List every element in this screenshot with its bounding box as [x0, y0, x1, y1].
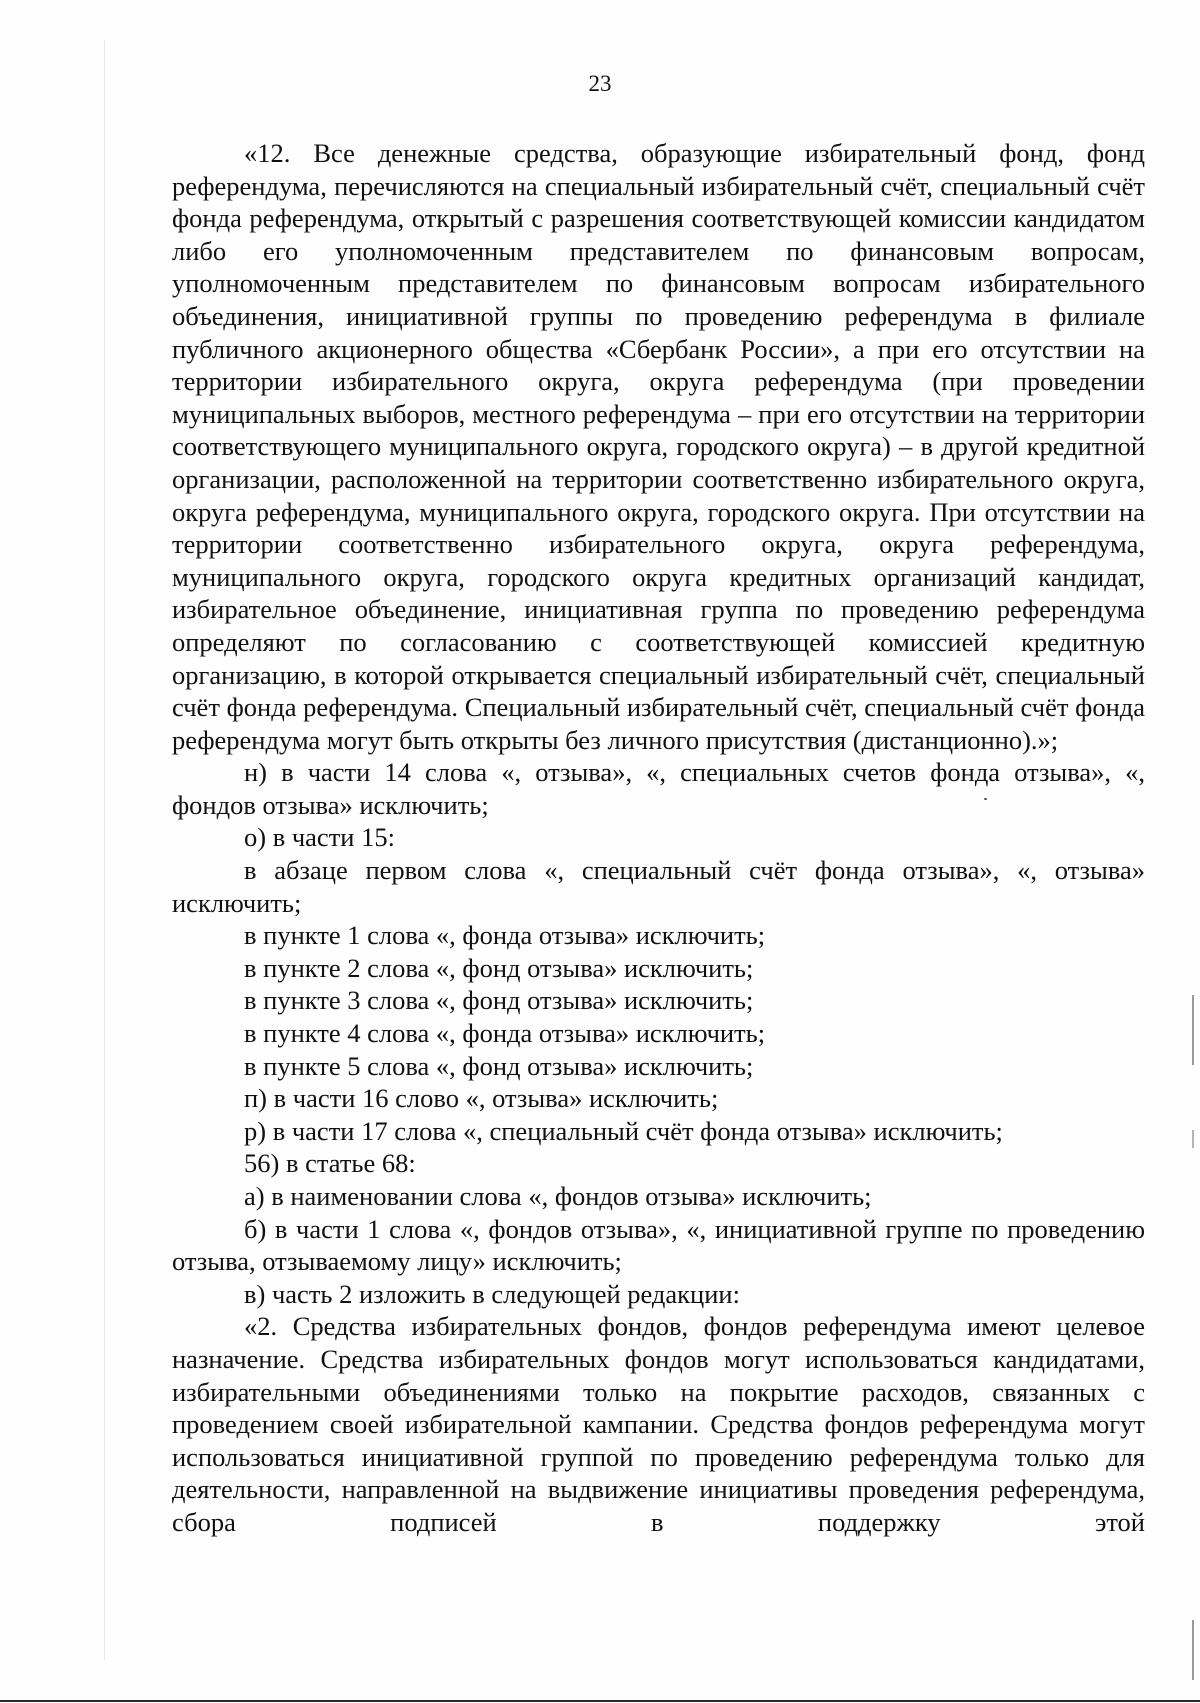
paragraph: о) в части 15:: [244, 822, 395, 853]
paragraph: «12. Все денежные средства, образующие избирательный фонд, фонд референдума, перечисляются на специальный избирательный счёт, специальный счёт фонда референдума, открытый с разрешения соответствующей комиссии кандидатом либо его уполномоченным представителем по финансовым вопросам, уполномоченным представителем по финансовым вопросам избирательного объединения, инициативной группы по проведению референдума в филиале публичного акционерного общества «Сбербанк России», а при его отсутствии на территории избирательного округа, округа референдума (при проведении муниципальных выборов, местного референдума – при его отсутствии на территории соответствующего муниципального округа, городского округа) – в другой кредитной организации, расположенной на территории соответственно избирательного округа, округа референдума, муниципального округа, городского округа. При отсутствии на территории соответственно избирательного округа, округа референдума, муниципального округа, городского округа кредитных организаций кандидат, избирательное объединение, инициативная группа по проведению референдума определяют по согласованию с соответствующей комиссией кредитную организацию, в которой открывается специальный избирательный счёт, специальный счёт фонда референдума. Специальный избирательный счёт, специальный счёт фонда референдума могут быть открыты без личного присутствия (дистанционно).»;: [172, 138, 1145, 755]
paragraph: п) в части 16 слово «, отзыва» исключить;: [244, 1083, 719, 1114]
paragraph: в) часть 2 изложить в следующей редакции:: [244, 1278, 740, 1309]
scan-edge-mark: [1192, 1620, 1194, 1680]
paragraph: в пункте 3 слова «, фонд отзыва» исключить;: [244, 985, 754, 1016]
paragraph: в пункте 5 слова «, фонд отзыва» исключить;: [244, 1050, 754, 1081]
paragraph: н) в части 14 слова «, отзыва», «, специальных счетов фонда отзыва», «, фондов отзыва» исключить;: [172, 757, 1145, 820]
paragraph: а) в наименовании слова «, фондов отзыва» исключить;: [244, 1181, 872, 1211]
scan-edge-mark: [1192, 1130, 1194, 1148]
document-body: [172, 137, 1145, 1539]
paragraph: в пункте 4 слова «, фонда отзыва» исключить;: [244, 1018, 766, 1049]
paragraph: в пункте 1 слова «, фонда отзыва» исключить;: [244, 920, 766, 951]
paragraph: б) в части 1 слова «, фондов отзыва», «, инициативной группе по проведению отзыва, отзываемому лицу» исключить;: [172, 1213, 1145, 1277]
scan-edge-mark: [1192, 995, 1194, 1065]
paragraph: в абзаце первом слова «, специальный счёт фонда отзыва», «, отзыва» исключить;: [172, 855, 1145, 918]
page-number: 23: [588, 71, 612, 96]
scan-bottom-edge: [0, 1700, 1200, 1702]
paragraph: «2. Средства избирательных фондов, фондов референдума имеют целевое назначение. Средства избирательных фондов могут использоваться кандидатами, избирательными объединениями только на покрытие расходов, связанных с проведением своей избирательной кампании. Средства фондов референдума могут использоваться инициативной группой по проведению референдума только для деятельности, направленной на выдвижение инициативы проведения референдума, сбора подписей в поддержку этой: [172, 1311, 1145, 1537]
paragraph: 56) в статье 68:: [244, 1148, 416, 1179]
paragraph: р) в части 17 слова «, специальный счёт фонда отзыва» исключить;: [244, 1115, 1003, 1146]
scan-edge-mark: [104, 40, 105, 1660]
paragraph: в пункте 2 слова «, фонд отзыва» исключить;: [244, 952, 754, 983]
